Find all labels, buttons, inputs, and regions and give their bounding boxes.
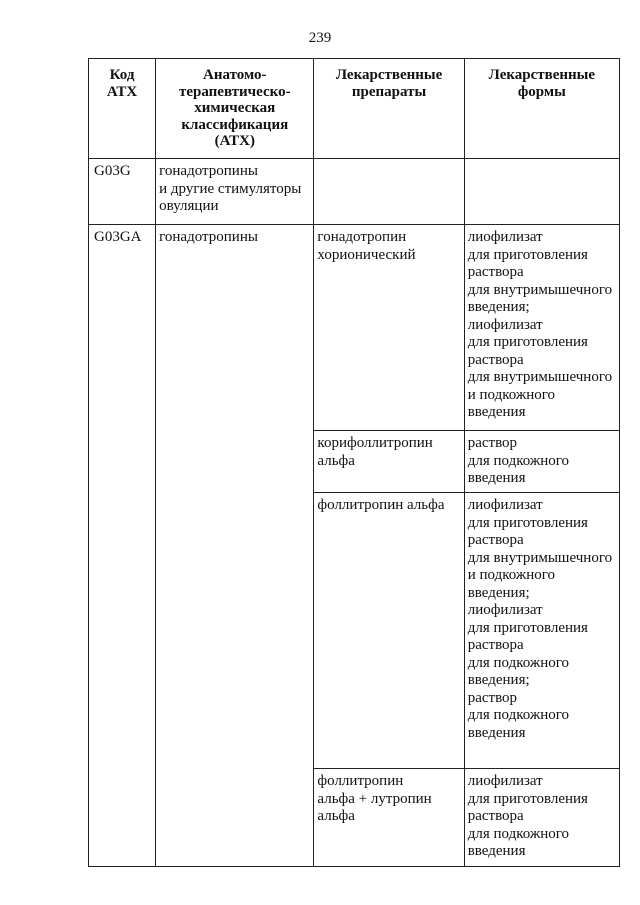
header-forms: Лекарственные формы [464,59,619,159]
drug-cell [314,159,464,225]
classification-cell: гонадотропины и другие стимуляторы овуляции [156,159,314,225]
code-cell: G03GA [89,225,156,867]
form-cell [464,159,619,225]
drug-cell: фоллитропин альфа + лутропин альфа [314,769,464,867]
form-cell: лиофилизат для приготовления раствора для внутримышечного введения; лиофилизат для приготовления раствора для внутримышечного и подкожного введения [464,225,619,431]
drug-cell: фоллитропин альфа [314,493,464,769]
table-header-row [89,59,620,159]
form-cell: раствор для подкожного введения [464,431,619,493]
header-drugs: Лекарственные препараты [314,59,464,159]
header-classification: Анатомо- терапевтическо- химическая классификация (АТХ) [156,59,314,159]
code-cell: G03G [89,159,156,225]
classification-cell: гонадотропины [156,225,314,867]
atc-drug-table [88,58,620,867]
table-row-g03ga [89,225,620,431]
header-code: Код АТХ [89,59,156,159]
drug-cell: корифоллитропин альфа [314,431,464,493]
drug-cell: гонадотропин хорионический [314,225,464,431]
form-cell: лиофилизат для приготовления раствора для подкожного введения [464,769,619,867]
form-cell: лиофилизат для приготовления раствора для внутримышечного и подкожного введения; лиофилизат для приготовления раствора для подкожного введения; раствор для подкожного введения [464,493,619,769]
page-number: 239 [308,30,332,46]
table-row-g03g [89,159,620,225]
